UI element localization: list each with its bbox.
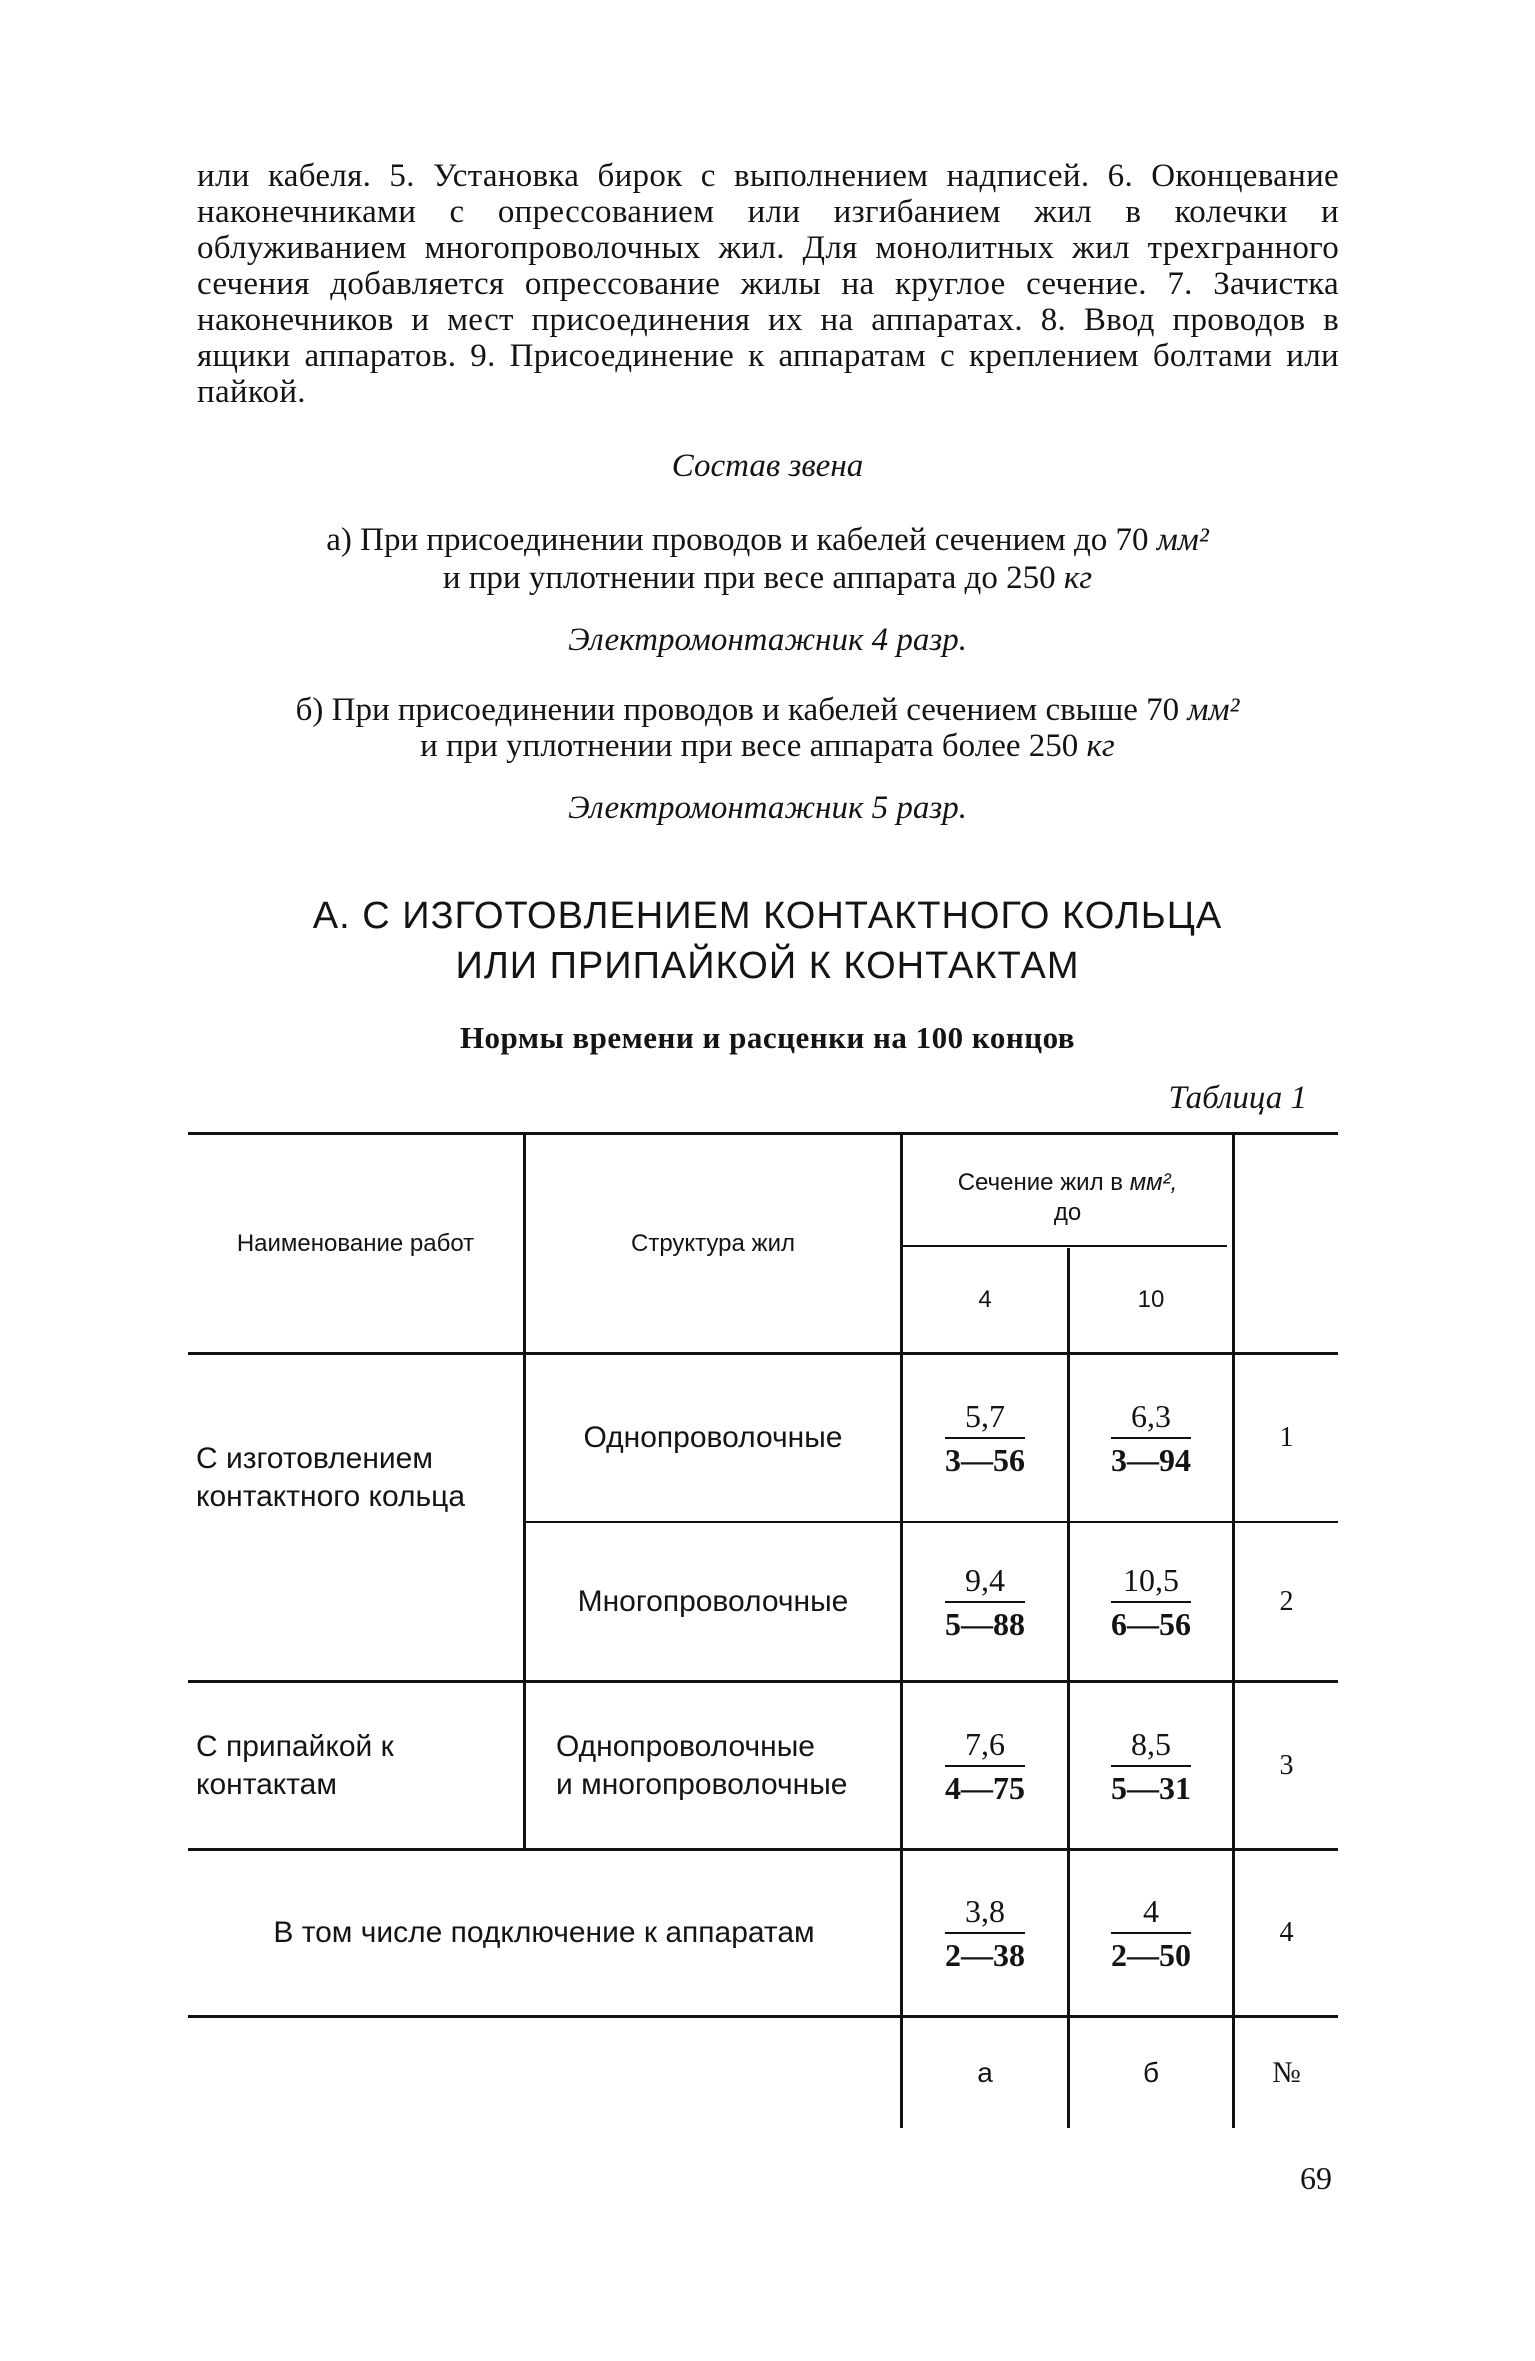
row4-col4-rate: 2—38 [945, 1932, 1025, 1974]
row2-number: 2 [1279, 1585, 1294, 1617]
crew-b-unit2: кг [1086, 728, 1115, 764]
crew-title: Состав звена [671, 448, 864, 484]
row4-col10 [1070, 1851, 1232, 2015]
row1-col4-frac [945, 1397, 1025, 1479]
row1-col10-rate: 3—94 [1111, 1437, 1191, 1479]
row3-number: 3 [1279, 1749, 1294, 1781]
row3-col10-frac [1111, 1725, 1191, 1807]
table-label: Таблица 1 [1168, 1080, 1307, 1116]
table-subheader-rule [902, 1245, 1227, 1247]
row1-col4 [903, 1355, 1067, 1521]
row1-work: С изготовлением контактного кольца [196, 1442, 466, 1513]
crew-a-text1: а) При присоединении проводов и кабелей сечением до 70 [326, 522, 1149, 558]
section-heading-line2: ИЛИ ПРИПАЙКОЙ К КОНТАКТАМ [455, 945, 1080, 987]
header-section-text: Сечение жил в [957, 1168, 1124, 1196]
row1-number: 1 [1279, 1422, 1294, 1453]
header-section-unit: мм², [1129, 1168, 1178, 1196]
row2-col4 [903, 1523, 1067, 1680]
header-section [903, 1150, 1232, 1245]
row4-work: В том числе подключение к аппаратам [273, 1916, 815, 1949]
row3-structure [556, 1683, 900, 1848]
row3-structure-line2: и многопроволочные [556, 1767, 848, 1801]
row3-col4-norm: 7,6 [965, 1725, 1005, 1762]
crew-a-worker: Электромонтажник 4 разр. [567, 622, 968, 658]
row1-col10-norm: 6,3 [1131, 1398, 1171, 1434]
row2-col4-norm: 9,4 [965, 1561, 1005, 1598]
row3-structure-line1: Однопроволочные [556, 1729, 815, 1763]
row1-col10-frac [1111, 1397, 1191, 1479]
section-heading-line1: А. С ИЗГОТОВЛЕНИЕМ КОНТАКТНОГО КОЛЬЦА [312, 895, 1223, 937]
row4-number: 4 [1279, 1917, 1294, 1948]
row3-col4 [903, 1683, 1067, 1848]
crew-b-text2: и при уплотнении при весе аппарата более 250 [420, 728, 1079, 764]
crew-b-line2 [0, 728, 1535, 764]
row4-col4-frac [945, 1892, 1025, 1974]
footer-col-a: а [977, 2057, 993, 2088]
crew-a-line2 [0, 560, 1535, 596]
row4-col10-norm: 4 [1143, 1893, 1159, 1929]
row4-col4-norm: 3,8 [965, 1893, 1005, 1929]
row2-col10 [1070, 1523, 1232, 1680]
row2-col10-rate: 6—56 [1111, 1601, 1191, 1643]
row3-col10-rate: 5—31 [1111, 1765, 1191, 1807]
header-section-line2: до [1053, 1198, 1082, 1226]
row3-col10-norm: 8,5 [1131, 1725, 1171, 1762]
crew-a-line1 [0, 522, 1535, 558]
row3-col10 [1070, 1683, 1232, 1848]
footer-col-b: б [1142, 2057, 1160, 2088]
row1-structure: Однопроволочные [583, 1421, 843, 1454]
row2-col10-frac [1111, 1561, 1191, 1643]
header-work: Наименование работ [236, 1229, 475, 1257]
crew-a-unit1: мм² [1156, 522, 1209, 558]
crew-a-text2: и при уплотнении при весе аппарата до 250 [442, 560, 1056, 596]
header-col10: 10 [1137, 1286, 1165, 1313]
row2-col4-frac [945, 1561, 1025, 1643]
row1-col4-norm: 5,7 [965, 1398, 1005, 1434]
row4-col10-frac [1111, 1892, 1191, 1974]
row2-col4-rate: 5—88 [945, 1601, 1025, 1643]
row4-col4 [903, 1851, 1067, 2015]
row3-col4-rate: 4—75 [945, 1765, 1025, 1807]
footer-col-no: № [1272, 2056, 1301, 2089]
section-subtitle: Нормы времени и расценки на 100 концов [459, 1020, 1076, 1055]
row1-col4-rate: 3—56 [945, 1437, 1025, 1479]
intro-paragraph: или кабеля. 5. Установка бирок с выполнением надписей. 6. Оконцевание наконечниками с опрессованием или изгибанием жил в колечки и облуживанием многопроволочных жил. Для монолитных жил трехгранного сечения добавляется опрессование жилы на круглое сечение. 7. Зачистка наконечников и мест присоединения их на аппаратах. 8. Ввод проводов в ящики аппаратов. 9. Присоединение к аппаратам с креплением болтами или пайкой. [197, 158, 1339, 410]
row2-col10-norm: 10,5 [1123, 1561, 1179, 1598]
crew-b-worker: Электромонтажник 5 разр. [567, 790, 968, 826]
crew-a-unit2: кг [1063, 560, 1093, 596]
header-section-line1 [958, 1168, 1178, 1198]
row4-col10-rate: 2—50 [1111, 1932, 1191, 1974]
crew-b-unit1: мм² [1187, 692, 1240, 728]
page-number: 69 [1300, 2160, 1332, 2196]
row2-structure: Многопроволочные [577, 1584, 849, 1618]
row3-col4-frac [945, 1725, 1025, 1807]
row3-work: С припайкой к контактам [196, 1729, 394, 1801]
row1-col10 [1070, 1355, 1232, 1521]
crew-b-line1 [0, 692, 1535, 728]
header-col4: 4 [978, 1286, 992, 1313]
vrule-work-3 [523, 1683, 526, 1848]
header-structure: Структура жил [631, 1229, 795, 1257]
crew-b-text1: б) При присоединении проводов и кабелей сечением свыше 70 [295, 692, 1180, 728]
